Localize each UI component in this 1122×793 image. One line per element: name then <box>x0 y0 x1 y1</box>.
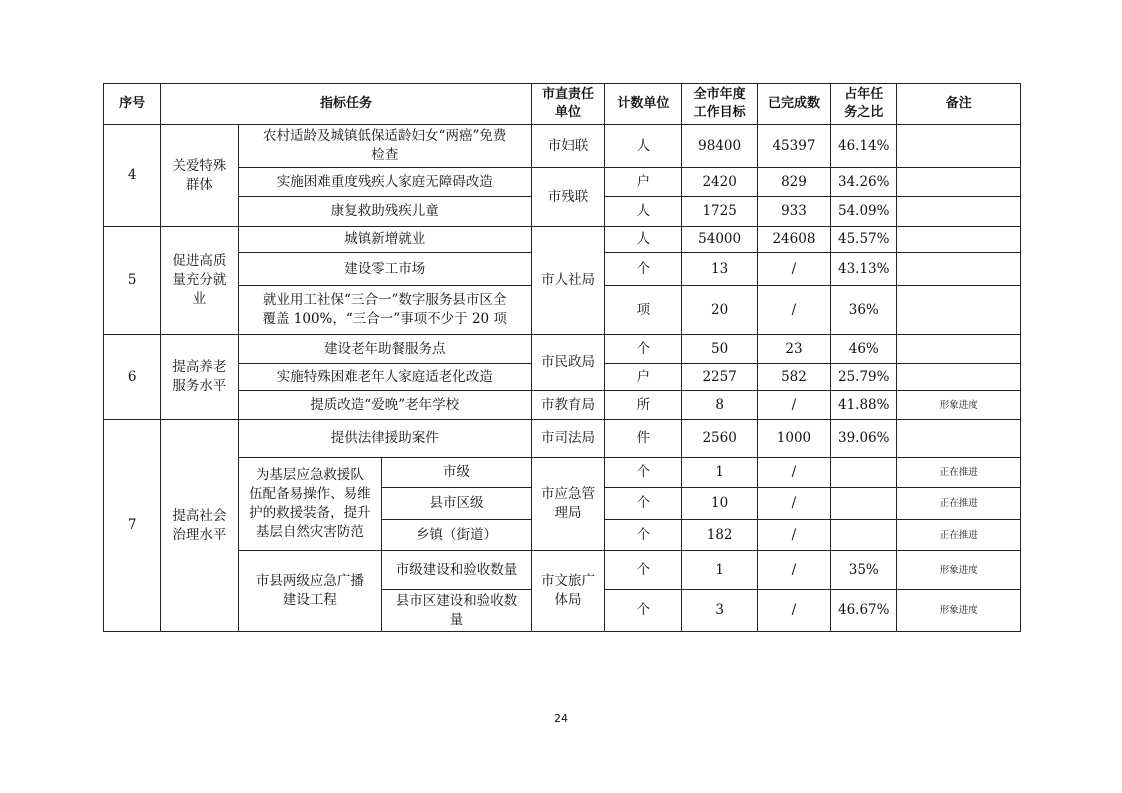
target-cell: 2257 <box>682 364 757 391</box>
target-cell: 8 <box>682 391 757 420</box>
task-cell: 提质改造“爱晚”老年学校 <box>238 391 531 420</box>
ratio-cell: 46.67% <box>831 590 897 632</box>
note-cell <box>897 364 1021 391</box>
target-cell: 98400 <box>682 125 757 168</box>
note-cell: 形象进度 <box>897 391 1021 420</box>
ratio-cell: 45.57% <box>831 227 897 253</box>
ratio-cell <box>831 488 897 520</box>
page-number: 24 <box>554 712 568 725</box>
done-cell: 933 <box>757 197 830 227</box>
target-cell: 10 <box>682 488 757 520</box>
header-note: 备注 <box>897 84 1021 125</box>
target-cell: 13 <box>682 253 757 286</box>
task-cell: 城镇新增就业 <box>238 227 531 253</box>
target-cell: 1 <box>682 551 757 590</box>
seq-cell: 4 <box>104 125 161 227</box>
task-cell: 康复救助残疾儿童 <box>238 197 531 227</box>
done-cell: / <box>757 488 830 520</box>
unit-cell: 件 <box>605 420 682 458</box>
target-cell: 2420 <box>682 168 757 197</box>
unit-cell: 人 <box>605 197 682 227</box>
header-target: 全市年度 工作目标 <box>682 84 757 125</box>
unit-cell: 所 <box>605 391 682 420</box>
note-cell <box>897 227 1021 253</box>
unit-cell: 个 <box>605 488 682 520</box>
dept-cell: 市文旅广 体局 <box>531 551 604 632</box>
unit-cell: 户 <box>605 364 682 391</box>
dept-cell: 市残联 <box>531 168 604 227</box>
table-row <box>104 458 1021 488</box>
note-cell: 正在推进 <box>897 458 1021 488</box>
task-cell: 建设零工市场 <box>238 253 531 286</box>
task-cell: 农村适龄及城镇低保适龄妇女“两癌”免费 检查 <box>238 125 531 168</box>
header-dept: 市直责任 单位 <box>531 84 604 125</box>
target-cell: 1 <box>682 458 757 488</box>
header-unit: 计数单位 <box>605 84 682 125</box>
note-cell: 正在推进 <box>897 488 1021 520</box>
ratio-cell: 54.09% <box>831 197 897 227</box>
dept-cell: 市民政局 <box>531 335 604 391</box>
target-cell: 1725 <box>682 197 757 227</box>
table-row <box>104 227 1021 253</box>
ratio-cell: 36% <box>831 286 897 335</box>
header-done: 已完成数 <box>757 84 830 125</box>
header-seq: 序号 <box>104 84 161 125</box>
done-cell: / <box>757 391 830 420</box>
done-cell: / <box>757 520 830 551</box>
dept-cell: 市妇联 <box>531 125 604 168</box>
done-cell: 1000 <box>757 420 830 458</box>
task-cell: 提供法律援助案件 <box>238 420 531 458</box>
ratio-cell: 43.13% <box>831 253 897 286</box>
note-cell <box>897 125 1021 168</box>
task-cell: 实施困难重度残疾人家庭无障碍改造 <box>238 168 531 197</box>
category-cell: 关爱特殊 群体 <box>161 125 238 227</box>
unit-cell: 个 <box>605 335 682 364</box>
done-cell: / <box>757 551 830 590</box>
header-task: 指标任务 <box>161 84 532 125</box>
target-cell: 2560 <box>682 420 757 458</box>
dept-cell: 市人社局 <box>531 227 604 335</box>
task-cell: 就业用工社保“三合一”数字服务县市区全 覆盖 100%，“三合一”事项不少于 20 项 <box>238 286 531 335</box>
done-cell: / <box>757 253 830 286</box>
indicator-table <box>103 83 1021 632</box>
ratio-cell <box>831 458 897 488</box>
note-cell <box>897 197 1021 227</box>
done-cell: / <box>757 458 830 488</box>
ratio-cell: 46.14% <box>831 125 897 168</box>
task-cell: 市县两级应急广播 建设工程 <box>238 551 382 632</box>
ratio-cell: 34.26% <box>831 168 897 197</box>
table-row <box>104 335 1021 364</box>
unit-cell: 个 <box>605 458 682 488</box>
done-cell: 24608 <box>757 227 830 253</box>
done-cell: 582 <box>757 364 830 391</box>
table-row <box>104 168 1021 197</box>
seq-cell: 7 <box>104 420 161 632</box>
category-cell: 促进高质 量充分就 业 <box>161 227 238 335</box>
note-cell: 正在推进 <box>897 520 1021 551</box>
done-cell: / <box>757 590 830 632</box>
unit-cell: 人 <box>605 125 682 168</box>
ratio-cell: 46% <box>831 335 897 364</box>
category-cell: 提高养老 服务水平 <box>161 335 238 420</box>
task-cell: 实施特殊困难老年人家庭适老化改造 <box>238 364 531 391</box>
unit-cell: 个 <box>605 253 682 286</box>
target-cell: 50 <box>682 335 757 364</box>
note-cell <box>897 420 1021 458</box>
dept-cell: 市应急管 理局 <box>531 458 604 551</box>
task-cell: 为基层应急救援队 伍配备易操作、易维 护的救援装备，提升 基层自然灾害防范 <box>238 458 382 551</box>
note-cell <box>897 253 1021 286</box>
level-cell: 市级建设和验收数量 <box>382 551 532 590</box>
note-cell: 形象进度 <box>897 590 1021 632</box>
note-cell: 形象进度 <box>897 551 1021 590</box>
header-ratio: 占年任 务之比 <box>831 84 897 125</box>
level-cell: 市级 <box>382 458 532 488</box>
table-row <box>104 125 1021 168</box>
level-cell: 乡镇（街道） <box>382 520 532 551</box>
done-cell: 23 <box>757 335 830 364</box>
unit-cell: 户 <box>605 168 682 197</box>
note-cell <box>897 168 1021 197</box>
level-cell: 县市区级 <box>382 488 532 520</box>
target-cell: 20 <box>682 286 757 335</box>
header-row <box>104 84 1021 125</box>
ratio-cell: 25.79% <box>831 364 897 391</box>
table-row <box>104 391 1021 420</box>
seq-cell: 6 <box>104 335 161 420</box>
task-cell: 建设老年助餐服务点 <box>238 335 531 364</box>
unit-cell: 人 <box>605 227 682 253</box>
done-cell: 45397 <box>757 125 830 168</box>
unit-cell: 项 <box>605 286 682 335</box>
ratio-cell: 35% <box>831 551 897 590</box>
ratio-cell <box>831 520 897 551</box>
table-row <box>104 420 1021 458</box>
dept-cell: 市司法局 <box>531 420 604 458</box>
ratio-cell: 39.06% <box>831 420 897 458</box>
table-row <box>104 551 1021 590</box>
level-cell: 县市区建设和验收数 量 <box>382 590 532 632</box>
dept-cell: 市教育局 <box>531 391 604 420</box>
unit-cell: 个 <box>605 551 682 590</box>
seq-cell: 5 <box>104 227 161 335</box>
target-cell: 3 <box>682 590 757 632</box>
category-cell: 提高社会 治理水平 <box>161 420 238 632</box>
target-cell: 182 <box>682 520 757 551</box>
unit-cell: 个 <box>605 590 682 632</box>
note-cell <box>897 286 1021 335</box>
note-cell <box>897 335 1021 364</box>
unit-cell: 个 <box>605 520 682 551</box>
done-cell: 829 <box>757 168 830 197</box>
done-cell: / <box>757 286 830 335</box>
target-cell: 54000 <box>682 227 757 253</box>
ratio-cell: 41.88% <box>831 391 897 420</box>
